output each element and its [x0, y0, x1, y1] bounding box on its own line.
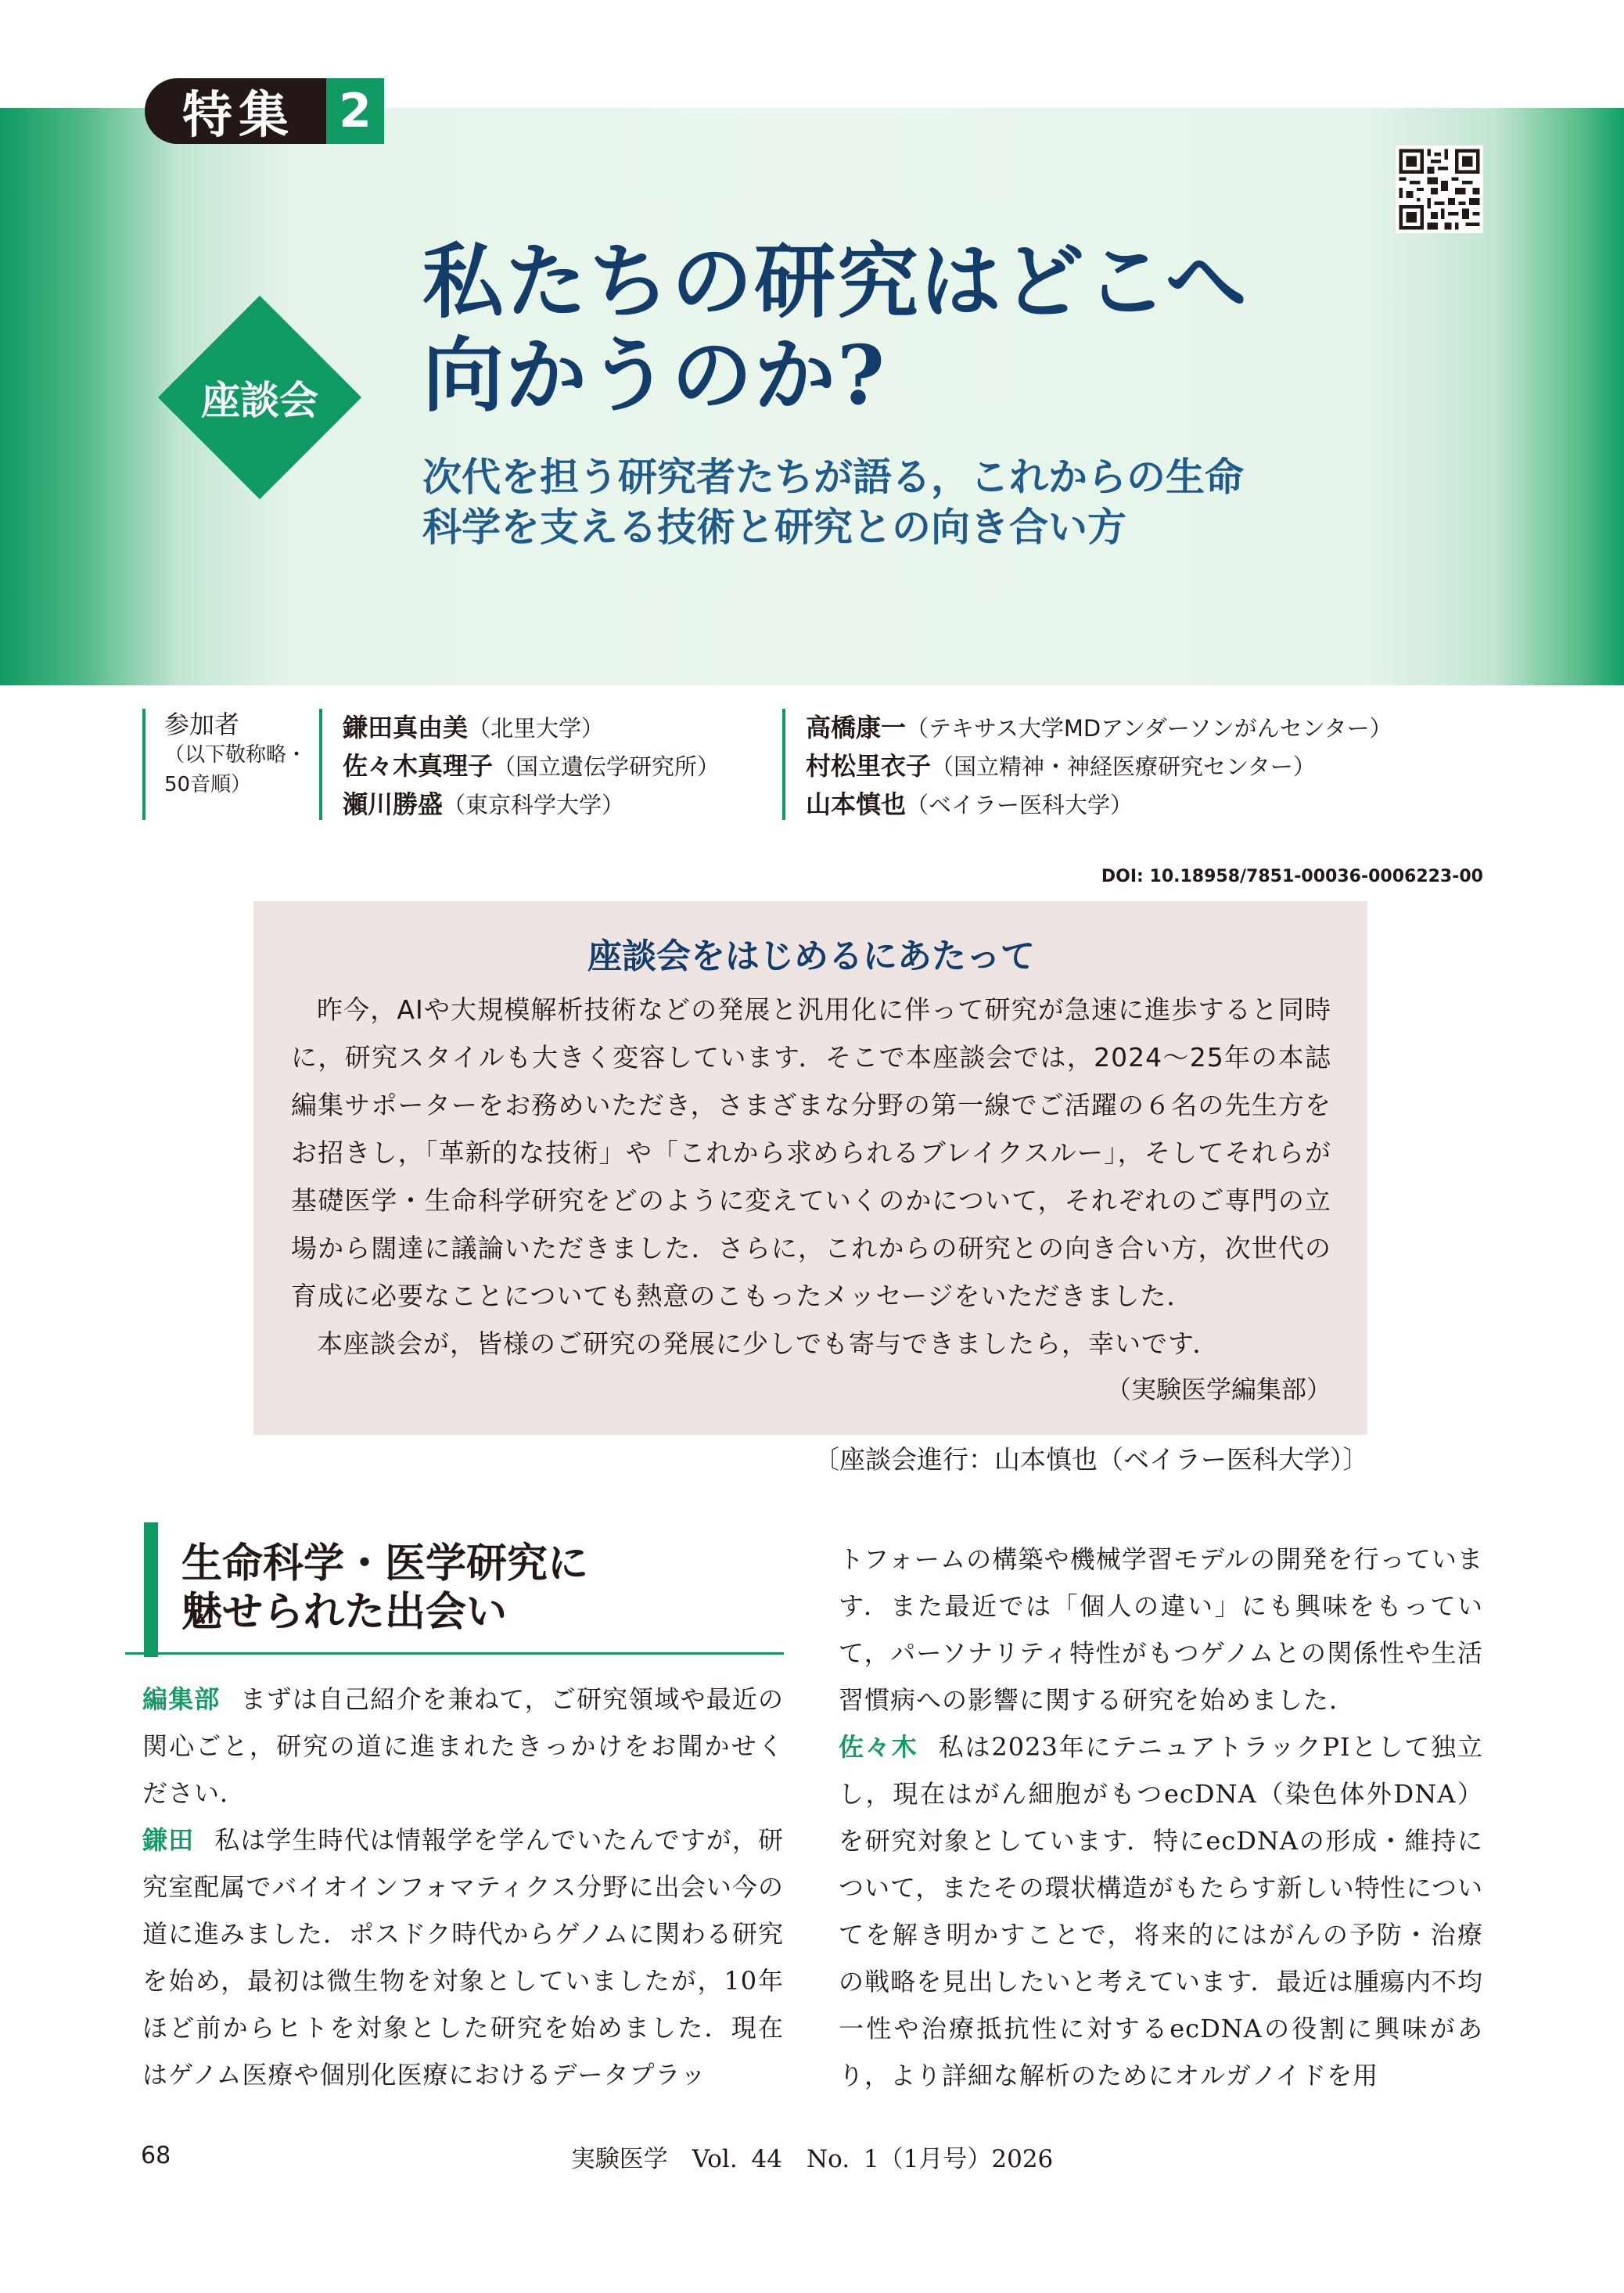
- participant-affiliation: （国立精神・神経医療研究センター）: [931, 753, 1316, 780]
- title-line-2: 向かうのか?: [422, 327, 886, 423]
- section-heading-line-1: 生命科学・医学研究に: [181, 1540, 589, 1587]
- section-heading-line-2: 魅せられた出会い: [181, 1589, 508, 1636]
- participants-note-2: 50音順）: [164, 773, 252, 796]
- speaker-name: 佐々木: [839, 1732, 918, 1762]
- participant: [806, 709, 1486, 747]
- participant-name: 瀬川勝盛: [343, 789, 444, 819]
- subtitle-line-1: 次代を担う研究者たちが語る，これからの生命: [422, 454, 1244, 500]
- participant-affiliation: （国立遺伝学研究所）: [493, 753, 720, 780]
- participant-name: 山本慎也: [806, 789, 907, 819]
- dialogue-text: 私は学生時代は情報学を学んでいたんですが，研究室配属でバイオインフォマティクス分野に出会い今の道に進みました．ポスドク時代からゲノムに関わる研究を始め，最初は微生物を対象としていましたが，10年ほど前からヒトを対象とした研究を始めました．現在はゲノム医療や個別化医療におけるデータプラッ: [142, 1825, 784, 2090]
- category-badge: [158, 296, 361, 499]
- page-number: 68: [141, 2142, 171, 2169]
- body-column-right: [839, 1536, 1483, 2099]
- title-line-1: 私たちの研究はどこへ: [422, 233, 1249, 329]
- participant: [806, 747, 1486, 785]
- participant-affiliation: （テキサス大学MDアンダーソンがんセンター）: [906, 715, 1392, 742]
- participant-name: 佐々木真理子: [343, 751, 494, 781]
- qr-code-icon[interactable]: [1396, 146, 1483, 233]
- participant-affiliation: （北里大学）: [468, 715, 605, 742]
- intro-paragraph: 本座談会が，皆様のご研究の発展に少しでも寄与できましたら，幸いです．: [317, 1328, 1220, 1359]
- article-subtitle: [422, 452, 1439, 552]
- intro-box: [253, 901, 1367, 1435]
- participant: [343, 785, 773, 824]
- body-column-left: [142, 1676, 784, 2098]
- feature-number: 2: [326, 78, 384, 144]
- section-divider: [125, 1652, 784, 1655]
- doi-link[interactable]: DOI: 10.18958/7851-00036-0006223-00: [1101, 867, 1483, 886]
- moderator-note: 〔座談会進行：山本慎也（ベイラー医科大学）〕: [814, 1444, 1369, 1475]
- intro-text: [291, 986, 1331, 1368]
- intro-title: 座談会をはじめるにあたって: [587, 936, 1035, 976]
- participant-affiliation: （東京科学大学）: [443, 792, 625, 818]
- participant: [343, 747, 773, 785]
- participant: [806, 785, 1486, 824]
- participant: [343, 709, 773, 747]
- category-label: 座談会: [201, 378, 318, 423]
- journal-footer: 実験医学 Vol. 44 No. 1（1月号）2026: [570, 2145, 1054, 2173]
- intro-paragraph: 昨今，AIや大規模解析技術などの発展と汎用化に伴って研究が急速に進歩すると同時に，研究スタイルも大きく変容しています．そこで本座談会では，2024～25年の本誌編集サポーターをお務めいただき，さまざまな分野の第一線でご活躍の６名の先生方をお招きし，「革新的な技術」や「これから求められるブレイクスルー」，そしてそれらが基礎医学・生命科学研究をどのように変えていくのかについて，それぞれのご専門の立場から闊達に議論いただきました．さらに，これからの研究との向き合い方，次世代の育成に必要なことについても熱意のこもったメッセージをいただきました．: [291, 994, 1331, 1311]
- dialogue-turn: [142, 1817, 784, 2098]
- article-title: [422, 235, 1439, 422]
- participant-affiliation: （ベイラー医科大学）: [906, 792, 1134, 818]
- feature-label: 特集: [182, 87, 295, 145]
- participant-name: 鎌田真由美: [343, 713, 469, 742]
- dialogue-turn: [142, 1676, 784, 1817]
- speaker-name: 編集部: [142, 1684, 221, 1714]
- section-heading: [144, 1522, 784, 1657]
- participants-column-2: [782, 709, 1486, 820]
- dialogue-text: 私は2023年にテニュアトラックPIとして独立し，現在はがん細胞がもつecDNA（染色体外DNA）を研究対象としています．特にecDNAの形成・維持について，またその環状構造がもたらす新しい特性についてを解き明かすことで，将来的にはがんの予防・治療の戦略を見出したいと考えています．最近は腫瘍内不均一性や治療抵抗性に対するecDNAの役割に興味があり，より詳細な解析のためにオルガノイドを用: [839, 1732, 1483, 2090]
- intro-signature: （実験医学編集部）: [1105, 1375, 1331, 1404]
- dialogue-continuation: トフォームの構築や機械学習モデルの開発を行っています．また最近では「個人の違い」にも興味をもっていて，パーソナリティ特性がもつゲノムとの関係性や生活習慣病への影響に関する研究を始めました．: [839, 1544, 1483, 1715]
- dialogue-text: まずは自己紹介を兼ねて，ご研究領域や最近の関心ごと，研究の道に進まれたきっかけをお聞かせください．: [142, 1684, 784, 1808]
- dialogue-turn: [839, 1723, 1483, 2099]
- feature-tag: [145, 78, 384, 144]
- participants-heading: 参加者: [164, 710, 240, 739]
- participants-note-1: （以下敬称略・: [164, 743, 307, 767]
- participant-name: 高橋康一: [806, 713, 907, 742]
- subtitle-line-2: 科学を支える技術と研究との向き合い方: [422, 504, 1126, 550]
- participants-column-1: [319, 709, 773, 820]
- speaker-name: 鎌田: [142, 1825, 195, 1855]
- participants-label: [142, 709, 307, 820]
- participant-name: 村松里衣子: [806, 751, 932, 781]
